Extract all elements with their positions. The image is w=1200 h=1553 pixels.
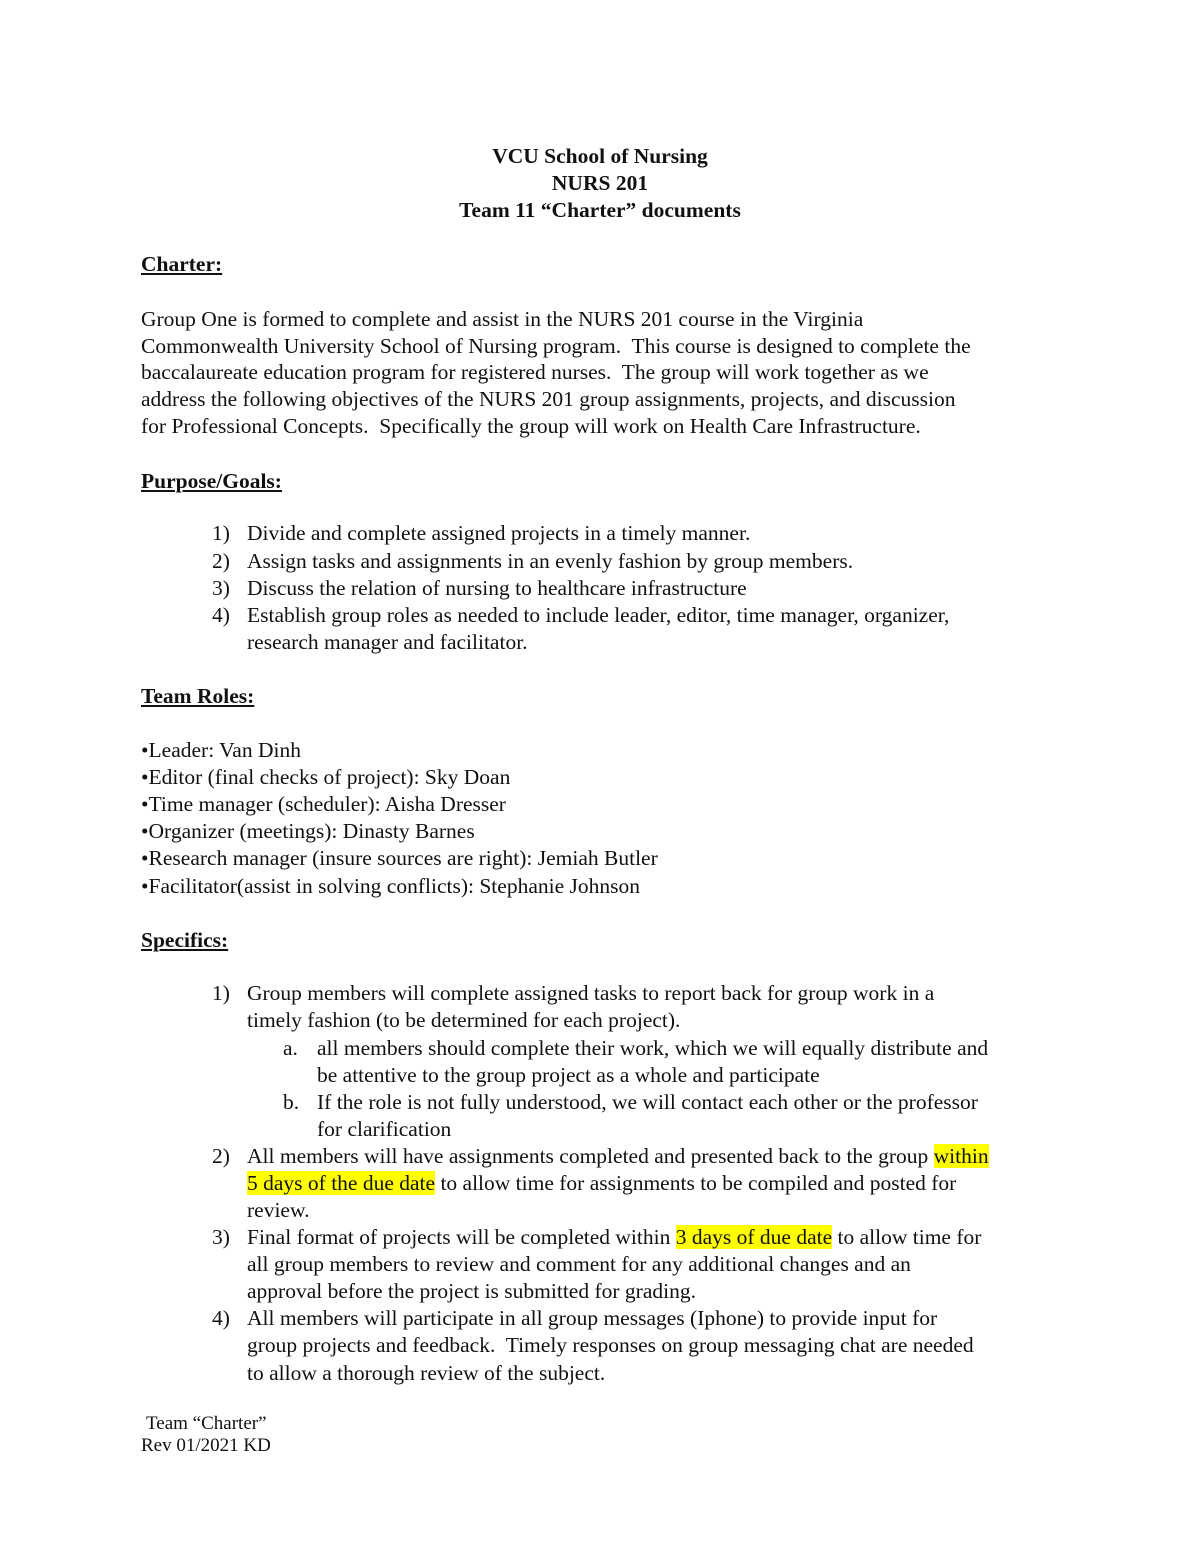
charter-line: baccalaureate education program for registered nurses. The group will work together as we bbox=[141, 360, 929, 384]
highlighted-text: 3 days of due date bbox=[675, 1225, 833, 1249]
text: to allow time for assignments to be compiled and posted for bbox=[435, 1171, 957, 1195]
purpose-item: Discuss the relation of nursing to healthcare infrastructure bbox=[247, 576, 747, 600]
specifics-item-cont: to allow a thorough review of the subject. bbox=[247, 1361, 606, 1385]
highlighted-text: 5 days of the due date bbox=[247, 1171, 436, 1195]
text: Final format of projects will be completed within bbox=[247, 1225, 676, 1249]
purpose-item: Assign tasks and assignments in an evenly fashion by group members. bbox=[247, 549, 854, 573]
purpose-item: Establish group roles as needed to include leader, editor, time manager, organizer, bbox=[247, 603, 950, 627]
list-number: 4) bbox=[212, 1306, 230, 1330]
specifics-item bbox=[247, 1224, 981, 1250]
list-number: 3) bbox=[212, 576, 230, 600]
sub-item: If the role is not fully understood, we will contact each other or the professor bbox=[317, 1090, 978, 1114]
specifics-item bbox=[247, 1143, 989, 1169]
doc-title-team: Team 11 “Charter” documents bbox=[459, 198, 741, 222]
role-item: •Research manager (insure sources are right): Jemiah Butler bbox=[141, 846, 658, 870]
highlighted-text: within bbox=[933, 1144, 989, 1168]
charter-line: Group One is formed to complete and assist in the NURS 201 course in the Virginia bbox=[141, 307, 864, 331]
charter-heading: Charter: bbox=[141, 252, 223, 276]
role-item: •Leader: Van Dinh bbox=[141, 738, 301, 762]
role-item: •Time manager (scheduler): Aisha Dresser bbox=[141, 792, 506, 816]
role-item: •Facilitator(assist in solving conflicts): Stephanie Johnson bbox=[141, 874, 640, 898]
footer-revision: Rev 01/2021 KD bbox=[141, 1435, 271, 1456]
specifics-item-cont: group projects and feedback. Timely responses on group messaging chat are needed bbox=[247, 1333, 974, 1357]
text: All members will have assignments completed and presented back to the group bbox=[247, 1144, 934, 1168]
charter-line: Commonwealth University School of Nursing program. This course is designed to complete the bbox=[141, 334, 971, 358]
specifics-item: All members will participate in all group messages (Iphone) to provide input for bbox=[247, 1306, 938, 1330]
list-number: 1) bbox=[212, 521, 230, 545]
list-number: 1) bbox=[212, 981, 230, 1005]
doc-title-school: VCU School of Nursing bbox=[492, 144, 708, 168]
purpose-heading: Purpose/Goals: bbox=[141, 469, 282, 493]
footer-title: Team “Charter” bbox=[146, 1413, 267, 1434]
specifics-item-cont: timely fashion (to be determined for each project). bbox=[247, 1008, 681, 1032]
roles-heading: Team Roles: bbox=[141, 684, 255, 708]
sub-letter: a. bbox=[283, 1036, 298, 1060]
specifics-item-cont: all group members to review and comment for any additional changes and an bbox=[247, 1252, 911, 1276]
sub-letter: b. bbox=[283, 1090, 300, 1114]
charter-line: for Professional Concepts. Specifically the group will work on Health Care Infrastructure. bbox=[141, 414, 921, 438]
sub-item-cont: for clarification bbox=[317, 1117, 452, 1141]
list-number: 2) bbox=[212, 549, 230, 573]
specifics-item: Group members will complete assigned tasks to report back for group work in a bbox=[247, 981, 935, 1005]
doc-title-course: NURS 201 bbox=[551, 171, 649, 195]
purpose-item: Divide and complete assigned projects in a timely manner. bbox=[247, 521, 751, 545]
purpose-item-cont: research manager and facilitator. bbox=[247, 630, 528, 654]
list-number: 4) bbox=[212, 603, 230, 627]
role-item: •Editor (final checks of project): Sky Doan bbox=[141, 765, 511, 789]
charter-line: address the following objectives of the NURS 201 group assignments, projects, and discussion bbox=[141, 387, 956, 411]
specifics-item-cont: approval before the project is submitted for grading. bbox=[247, 1279, 696, 1303]
specifics-item-cont bbox=[247, 1170, 956, 1196]
sub-item-cont: be attentive to the group project as a whole and participate bbox=[317, 1063, 820, 1087]
specifics-heading: Specifics: bbox=[141, 928, 229, 952]
role-item: •Organizer (meetings): Dinasty Barnes bbox=[141, 819, 475, 843]
sub-item: all members should complete their work, which we will equally distribute and bbox=[317, 1036, 989, 1060]
list-number: 2) bbox=[212, 1144, 230, 1168]
text: to allow time for bbox=[832, 1225, 982, 1249]
specifics-item-cont: review. bbox=[247, 1198, 310, 1222]
list-number: 3) bbox=[212, 1225, 230, 1249]
